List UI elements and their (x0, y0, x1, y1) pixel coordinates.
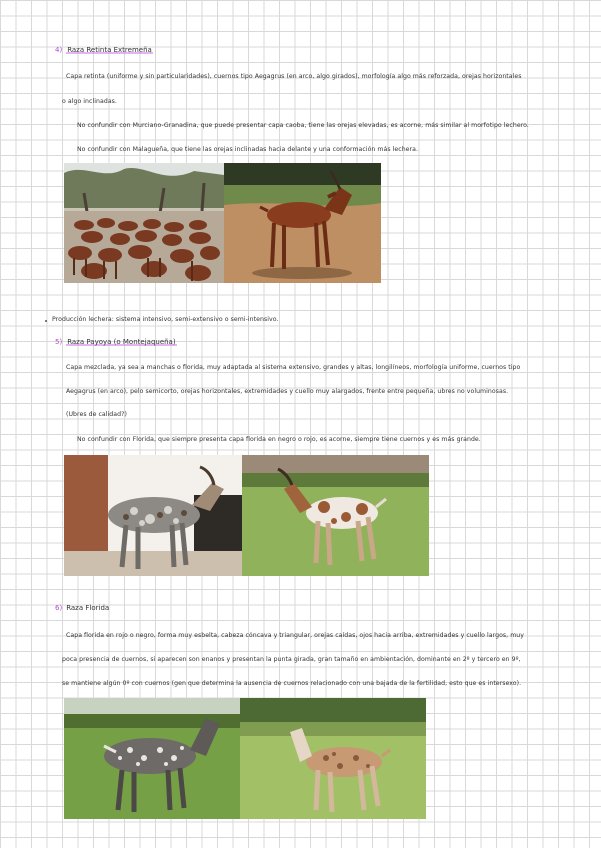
production-note: Producción lechera: sistema intensivo, semi-extensivo o semi-intensivo. (52, 316, 279, 323)
payoya-goat-photo-1 (64, 455, 242, 576)
paragraph-line: No confundir con Malagueña, que tiene las orejas inclinadas hacia delante y una conformación más lechera. (77, 146, 418, 153)
paragraph-line: o algo inclinadas. (62, 98, 117, 105)
paragraph-line: No confundir con Murciano-Granadina, que puede presentar capa caoba, tiene las orejas elevadas, es acorne, más similar al morfotipo lechero. (77, 122, 529, 129)
section-number: 5) (55, 338, 63, 346)
retinta-goat-photo (224, 163, 381, 283)
paragraph-line: Aegagrus (en arco), pelo semicorto, orejas horizontales, extremidades y cuello muy alargados, frente entre pequeña, ubres no voluminosas. (66, 388, 509, 395)
bullet-dot (45, 320, 47, 322)
section-number: 6) (55, 604, 63, 612)
section-title: Raza Retinta Extremeña (67, 46, 152, 54)
payoya-goat-photo-2 (242, 455, 429, 576)
section-title: Raza Florida (66, 604, 110, 612)
paragraph-line: No confundir con Florida, que siempre presenta capa florida en negro o rojo, es acorne, siempre tiene cuernos y es más grande. (77, 436, 481, 443)
section-4-heading (55, 46, 153, 55)
florida-goat-photo-1 (64, 698, 240, 819)
section-number: 4) (55, 46, 63, 54)
paragraph-line: Capa mezclada, ya sea a manchas o florida, muy adaptada al sistema extensivo, grandes y altas, longilíneos, morfología uniforme, cuernos tipo (66, 364, 521, 371)
paragraph-line: Capa florida en rojo o negro, forma muy esbelta, cabeza cóncava y triangular, orejas caídas, ojos hacia arriba, extremidades y cuello largos, muy (66, 632, 524, 639)
paragraph-line: (Ubres de calidad?) (66, 411, 127, 418)
section-6-heading (55, 604, 109, 613)
retinta-herd-photo (64, 163, 224, 283)
paragraph-line: Capa retinta (uniforme y sin particularidades), cuernos tipo Aegagrus (en arco, algo girados), morfología algo más reforzada, orejas horizontales (66, 73, 522, 80)
section-title: Raza Payoya (o Montejaqueña) (67, 338, 176, 346)
paragraph-line: poca presencia de cuernos, si aparecen son enanos y presentan la punta girada, gran tamaño en ambientación, dominante en 2º y tercero en 9º, (62, 656, 521, 663)
paragraph-line: se mantiene algún 0º con cuernos (gen que determina la ausencia de cuernos relacionado con una bajada de la fertilidad, esto que es intersexo). (62, 680, 522, 687)
section-5-heading (55, 338, 177, 347)
florida-goat-photo-2 (240, 698, 426, 819)
